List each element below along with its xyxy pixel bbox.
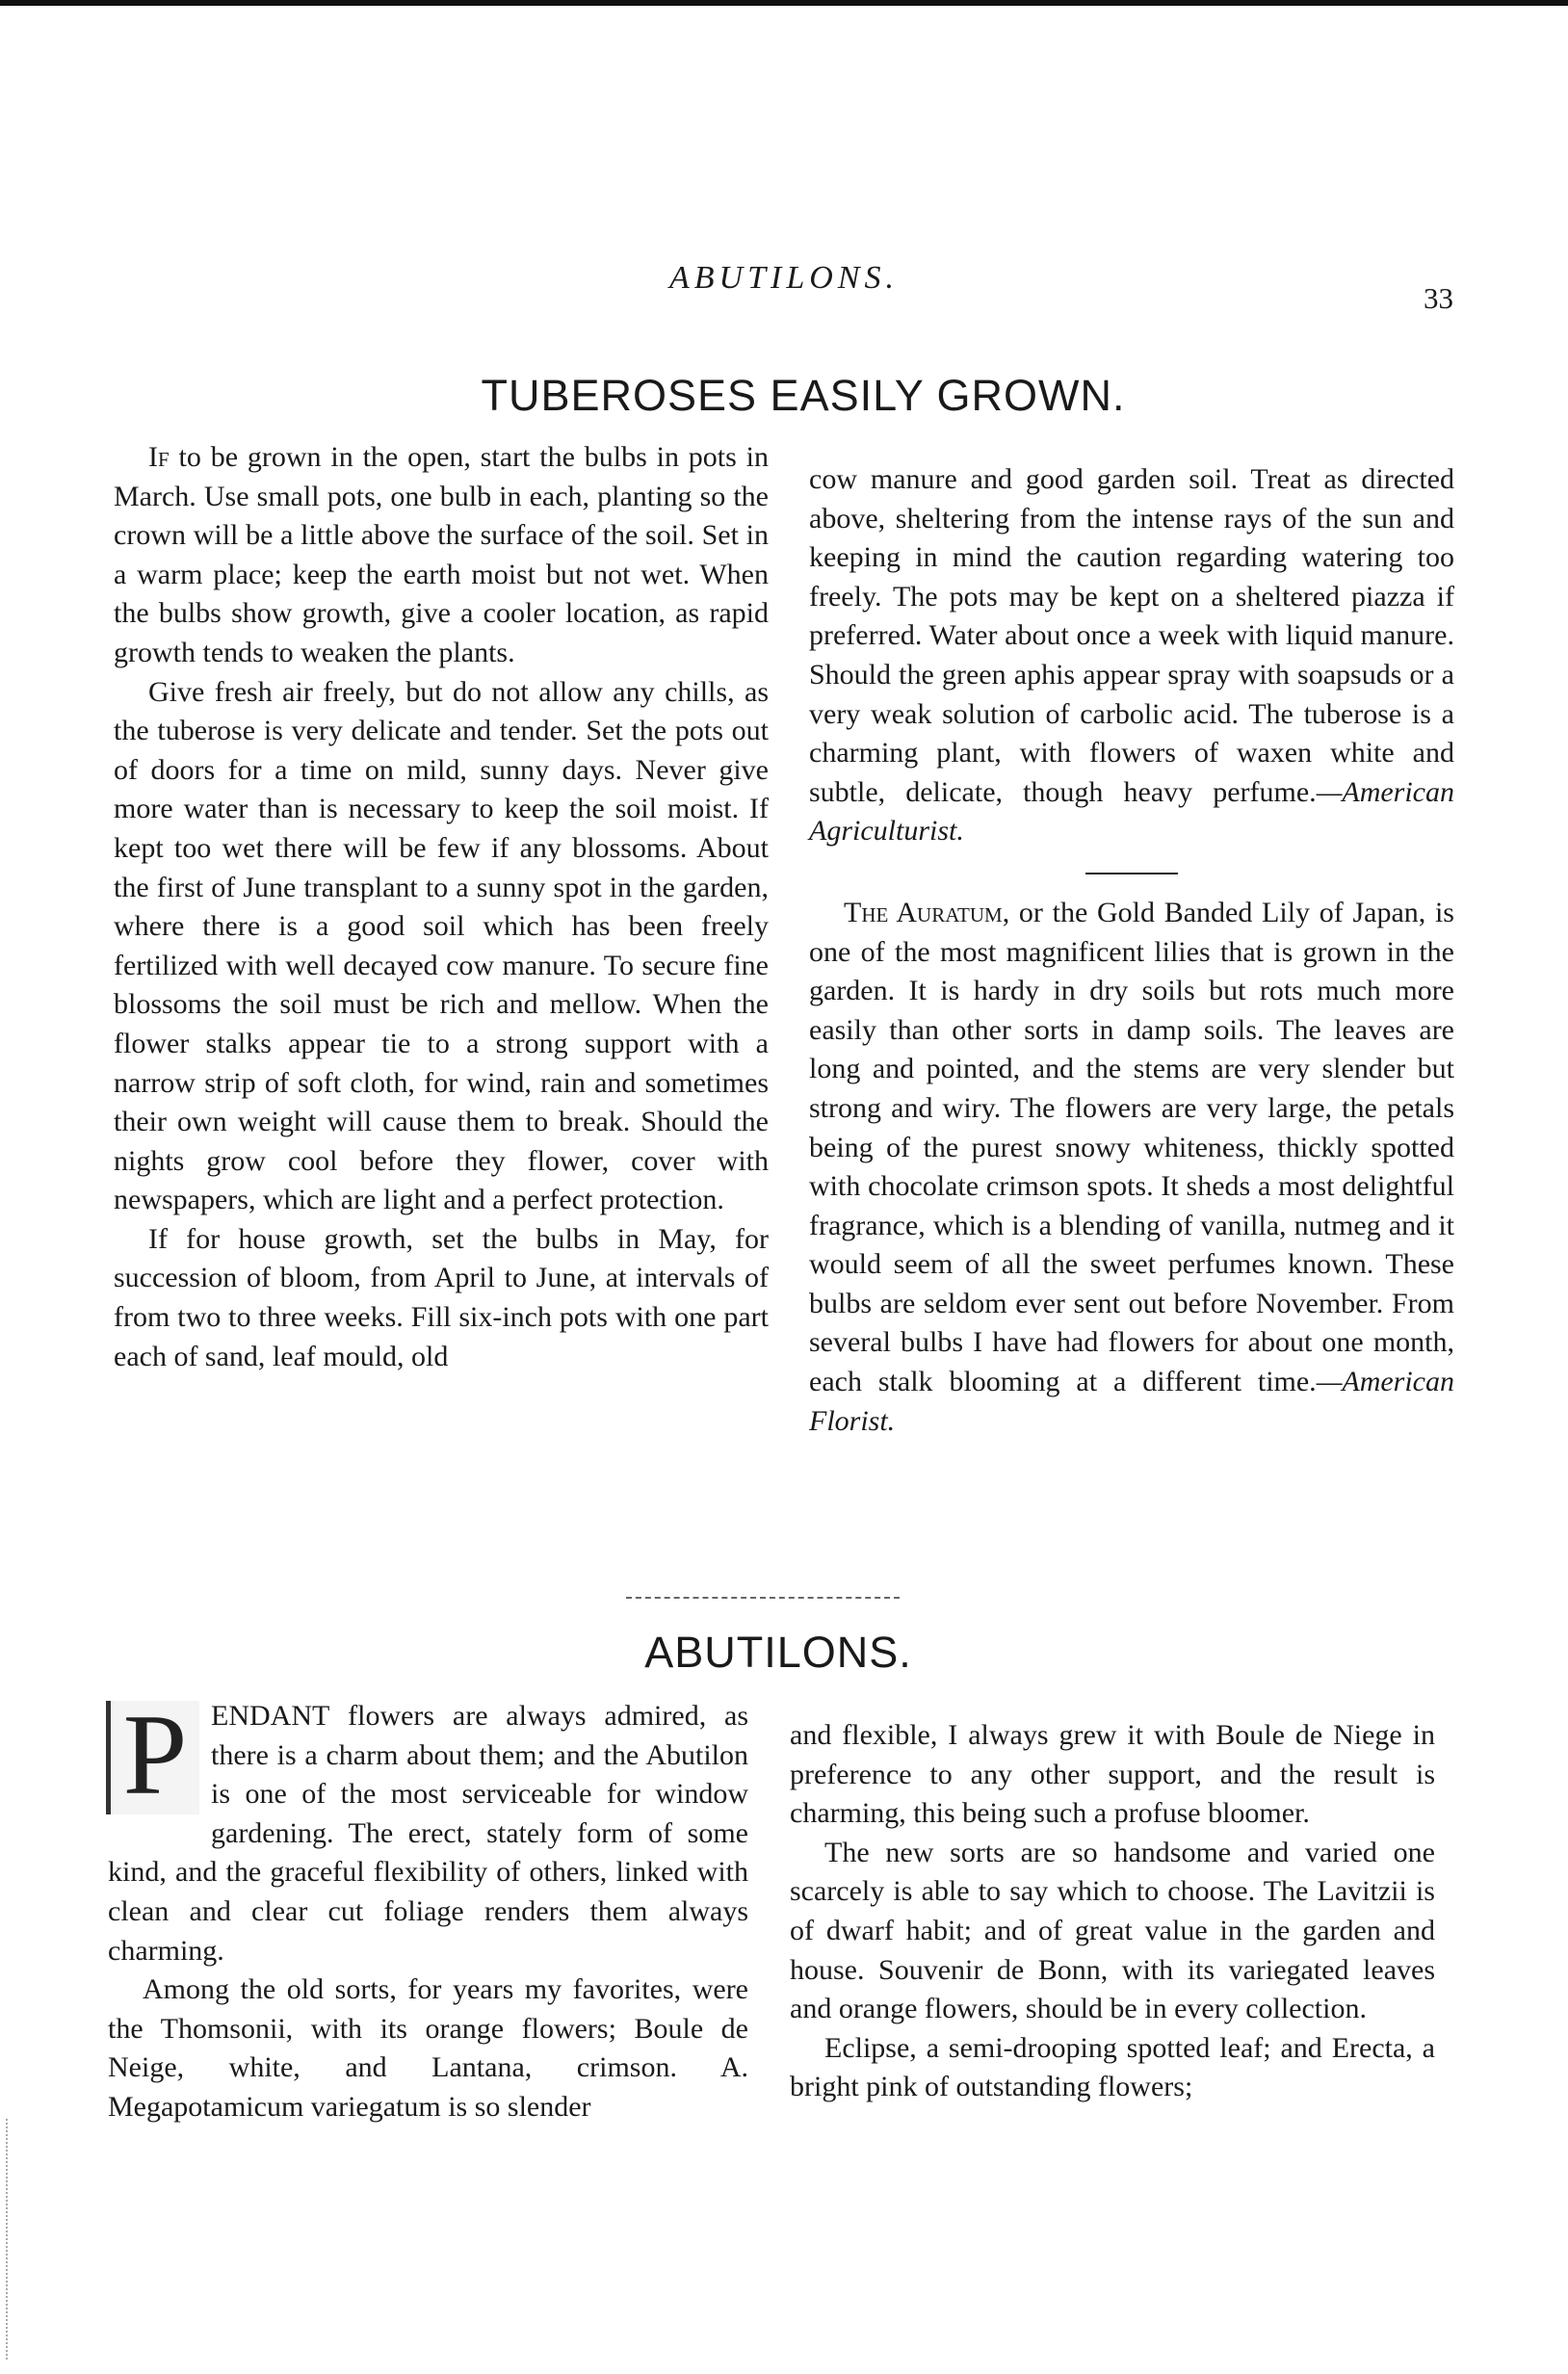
- abutilons-right-column: [790, 1716, 1435, 2107]
- lead-word: ENDANT: [211, 1700, 330, 1732]
- paragraph: [114, 438, 769, 673]
- page-number: 33: [1424, 281, 1453, 315]
- paragraph: If for house growth, set the bulbs in May, for succession of bloom, from April to June, at intervals of from two to three weeks. Fill six-inch pots with one part each of sand, leaf mould, old: [114, 1222, 769, 1372]
- paragraph-text: to be grown in the open, start the bulbs in pots in March. Use small pots, one bulb in each, planting so the crown will be a little above the surface of the soil. Set in a warm place; keep the earth moist but not wet. When the bulbs show growth, give a cooler location, as rapid growth tends to weaken the plants.: [114, 441, 769, 668]
- tuberoses-left-column: [114, 438, 769, 1376]
- lead-word: If: [148, 441, 170, 473]
- article-separator: [626, 1597, 900, 1603]
- paragraph-text: cow manure and good garden soil. Treat as directed above, sheltering from the intense rays of the sun and keeping in mind the caution regarding watering too freely. The pots may be kept on a sheltered piazza if preferred. Water about once a week with liquid manure. Should the green aphis appear spray with soapsuds or a very weak solution of carbolic acid. The tuberose is a charming plant, with flowers of waxen white and subtle, delicate, though heavy perfume.: [809, 463, 1454, 808]
- paragraph: Among the old sorts, for years my favorites, were the Thomsonii, with its orange flowers; Boule de Neige, white, and Lantana, crimson. A. Megapotamicum variegatum is so slender: [108, 1973, 748, 2123]
- source-credit: —American Agriculturist.: [809, 775, 1454, 848]
- section-divider: [1085, 873, 1178, 874]
- paragraph: The new sorts are so handsome and varied one scarcely is able to say which to choose. The Lavitzii is of dwarf habit; and of great value in the garden and house. Souvenir de Bonn, with its variegated leaves and orange flowers, should be in every collection.: [790, 1836, 1435, 2025]
- decorative-dropcap: P: [106, 1701, 199, 1814]
- scan-edge-bar: [0, 0, 1568, 6]
- paragraph: [809, 894, 1454, 1441]
- article-title-tuberoses: TUBEROSES EASILY GROWN.: [481, 371, 1126, 420]
- tuberoses-right-column: [809, 460, 1454, 1441]
- source-credit: —American Florist.: [809, 1366, 1454, 1437]
- paragraph-text: flowers are always admired, as there is a charm about them; and the Abutilon is one of the most serviceable for window gardening. The erect, stately form of some kind, and the graceful flexibility of others, linked with clean and clear cut foliage renders them always charming.: [108, 1700, 748, 1967]
- paragraph: [809, 460, 1454, 851]
- abutilons-left-column: [108, 1690, 748, 2127]
- paragraph: Eclipse, a semi-drooping spotted leaf; and Erecta, a bright pink of outstanding flowers;: [790, 2031, 1435, 2103]
- paragraph: [108, 1690, 748, 1970]
- running-head: ABUTILONS.: [669, 260, 899, 296]
- lead-words: The Auratum,: [844, 896, 1010, 928]
- article-title-abutilons: ABUTILONS.: [644, 1628, 912, 1677]
- paragraph: Give fresh air freely, but do not allow any chills, as the tuberose is very delicate and tender. Set the pots out of doors for a time on mild, sunny days. Never give more water than is necessary to keep the soil moist. If kept too wet there will be few if any blossoms. About the first of June transplant to a sunny spot in the garden, where there is a good soil which has been freely fertilized with well decayed cow manure. To secure fine blossoms the soil must be rich and mellow. When the flower stalks appear tie to a strong support with a narrow strip of soft cloth, for wind, rain and sometimes their own weight will cause them to break. Should the nights grow cool before they flower, cover with newspapers, which are light and a perfect protection.: [114, 675, 769, 1216]
- paragraph: and flexible, I always grew it with Boule de Niege in preference to any other support, and the result is charming, this being such a profuse bloomer.: [790, 1719, 1435, 1830]
- paragraph-text: or the Gold Banded Lily of Japan, is one of the most magnificent lilies that is grown in the garden. It is hardy in dry soils but rots much more easily than other sorts in damp soils. The leaves are long and pointed, and the stems are very slender but strong and wiry. The flowers are very large, the petals being of the purest snowy whiteness, thickly spotted with chocolate crimson spots. It sheds a most delightful fragrance, which is a blending of vanilla, nutmeg and it would seem of all the sweet perfumes known. These bulbs are seldom ever sent out before November. From several bulbs I have had flowers for about one month, each stalk blooming at a different time.: [809, 896, 1454, 1398]
- scan-margin-mark: [6, 2119, 13, 2360]
